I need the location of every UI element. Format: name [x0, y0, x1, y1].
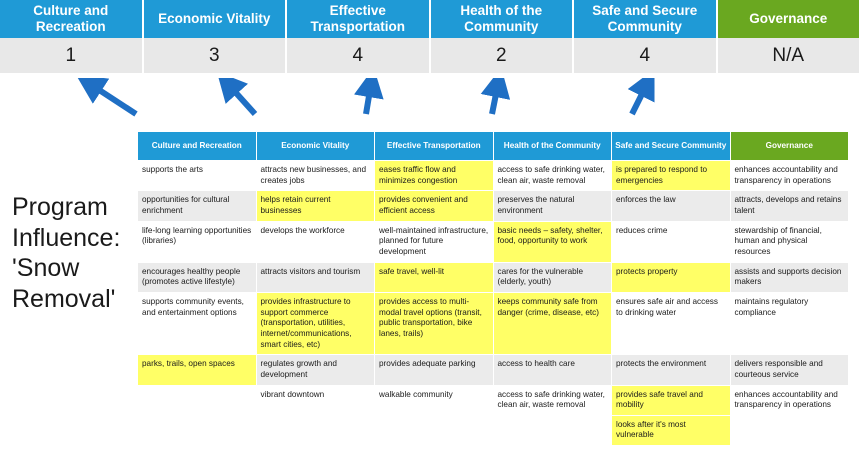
matrix-cell: regulates growth and development	[256, 355, 375, 385]
matrix-cell: access to health care	[493, 355, 612, 385]
matrix-cell: provides infrastructure to support commerce (transportation, utilities, internet/communications, smart cities, etc)	[256, 292, 375, 354]
table-row	[138, 385, 849, 415]
arrow-group	[0, 78, 859, 134]
program-influence-caption: Program Influence: 'Snow Removal'	[12, 193, 121, 313]
matrix-cell: is prepared to respond to emergencies	[612, 161, 731, 191]
matrix-col-safe-and-secure-community: Safe and Secure Community	[612, 132, 731, 161]
category-header-culture-and-recreation: Culture and Recreation	[0, 0, 144, 38]
matrix-cell	[138, 415, 257, 445]
category-header-health-of-the-community: Health of the Community	[431, 0, 575, 38]
matrix-cell: maintains regulatory compliance	[730, 292, 849, 354]
matrix-cell: cares for the vulnerable (elderly, youth)	[493, 262, 612, 292]
category-header-governance: Governance	[718, 0, 859, 38]
arrow-to-culture-and-recreation	[90, 84, 136, 114]
matrix-cell: access to safe drinking water, clean air, waste removal	[493, 161, 612, 191]
matrix-cell: reduces crime	[612, 221, 731, 262]
score-effective-transportation: 4	[287, 38, 431, 73]
score-economic-vitality: 3	[144, 38, 288, 73]
matrix-cell: basic needs – safety, shelter, food, opportunity to work	[493, 221, 612, 262]
matrix-cell: encourages healthy people (promotes active lifestyle)	[138, 262, 257, 292]
matrix-cell	[493, 415, 612, 445]
table-row	[138, 161, 849, 191]
score-culture-and-recreation: 1	[0, 38, 144, 73]
matrix-col-effective-transportation: Effective Transportation	[375, 132, 494, 161]
category-header-effective-transportation: Effective Transportation	[287, 0, 431, 38]
matrix-header-row	[138, 132, 849, 161]
matrix-cell: parks, trails, open spaces	[138, 355, 257, 385]
matrix-cell: protects the environment	[612, 355, 731, 385]
matrix-cell: attracts new businesses, and creates jobs	[256, 161, 375, 191]
matrix-cell: supports community events, and entertainment options	[138, 292, 257, 354]
score-governance: N/A	[772, 44, 805, 66]
matrix-cell: helps retain current businesses	[256, 191, 375, 221]
matrix-cell: walkable community	[375, 385, 494, 415]
matrix-cell: assists and supports decision makers	[730, 262, 849, 292]
matrix-cell: protects property	[612, 262, 731, 292]
category-header-safe-and-secure-community: Safe and Secure Community	[574, 0, 718, 38]
matrix-cell: safe travel, well-lit	[375, 262, 494, 292]
matrix-cell: attracts, develops and retains talent	[730, 191, 849, 221]
score-safe-and-secure-community: 4	[574, 38, 718, 73]
matrix-cell	[138, 385, 257, 415]
matrix-cell: enforces the law	[612, 191, 731, 221]
matrix-cell	[375, 415, 494, 445]
matrix-cell: provides adequate parking	[375, 355, 494, 385]
matrix-cell: preserves the natural environment	[493, 191, 612, 221]
matrix-cell: provides access to multi-modal travel options (transit, public transportation, bike lanes, trails)	[375, 292, 494, 354]
matrix-cell: life-long learning opportunities (libraries)	[138, 221, 257, 262]
matrix-cell: looks after it's most vulnerable	[612, 415, 731, 445]
score-health-of-the-community: 2	[431, 38, 575, 73]
matrix-body	[138, 161, 849, 446]
influence-matrix-table	[137, 131, 849, 446]
table-row	[138, 292, 849, 354]
matrix-col-health-of-the-community: Health of the Community	[493, 132, 612, 161]
matrix-cell: access to safe drinking water, clean air, waste removal	[493, 385, 612, 415]
matrix-col-governance: Governance	[730, 132, 849, 161]
category-header-economic-vitality: Economic Vitality	[144, 0, 288, 38]
arrow-to-effective-transportation	[366, 84, 371, 114]
matrix-cell: delivers responsible and courteous service	[730, 355, 849, 385]
matrix-cell: supports the arts	[138, 161, 257, 191]
table-row	[138, 221, 849, 262]
arrow-to-safe-and-secure-community	[632, 84, 647, 114]
matrix-col-economic-vitality: Economic Vitality	[256, 132, 375, 161]
matrix-cell: develops the workforce	[256, 221, 375, 262]
arrow-to-health-of-the-community	[492, 84, 498, 114]
category-header-band	[0, 0, 859, 38]
matrix-cell: attracts visitors and tourism	[256, 262, 375, 292]
matrix-cell: eases traffic flow and minimizes congestion	[375, 161, 494, 191]
matrix-cell: well-maintained infrastructure, planned for future development	[375, 221, 494, 262]
matrix-cell	[256, 415, 375, 445]
matrix-cell	[730, 415, 849, 445]
matrix-cell: enhances accountability and transparency in operations	[730, 161, 849, 191]
arrow-to-economic-vitality	[228, 84, 255, 114]
matrix-cell: enhances accountability and transparency in operations	[730, 385, 849, 415]
table-row	[138, 415, 849, 445]
matrix-cell: opportunities for cultural enrichment	[138, 191, 257, 221]
matrix-cell: vibrant downtown	[256, 385, 375, 415]
matrix-cell: provides safe travel and mobility	[612, 385, 731, 415]
matrix-cell: provides convenient and efficient access	[375, 191, 494, 221]
matrix-cell: stewardship of financial, human and physical resources	[730, 221, 849, 262]
table-row	[138, 262, 849, 292]
matrix-col-culture-and-recreation: Culture and Recreation	[138, 132, 257, 161]
table-row	[138, 191, 849, 221]
score-band	[0, 38, 859, 76]
matrix-cell: ensures safe air and access to drinking water	[612, 292, 731, 354]
table-row	[138, 355, 849, 385]
matrix-cell: keeps community safe from danger (crime, disease, etc)	[493, 292, 612, 354]
